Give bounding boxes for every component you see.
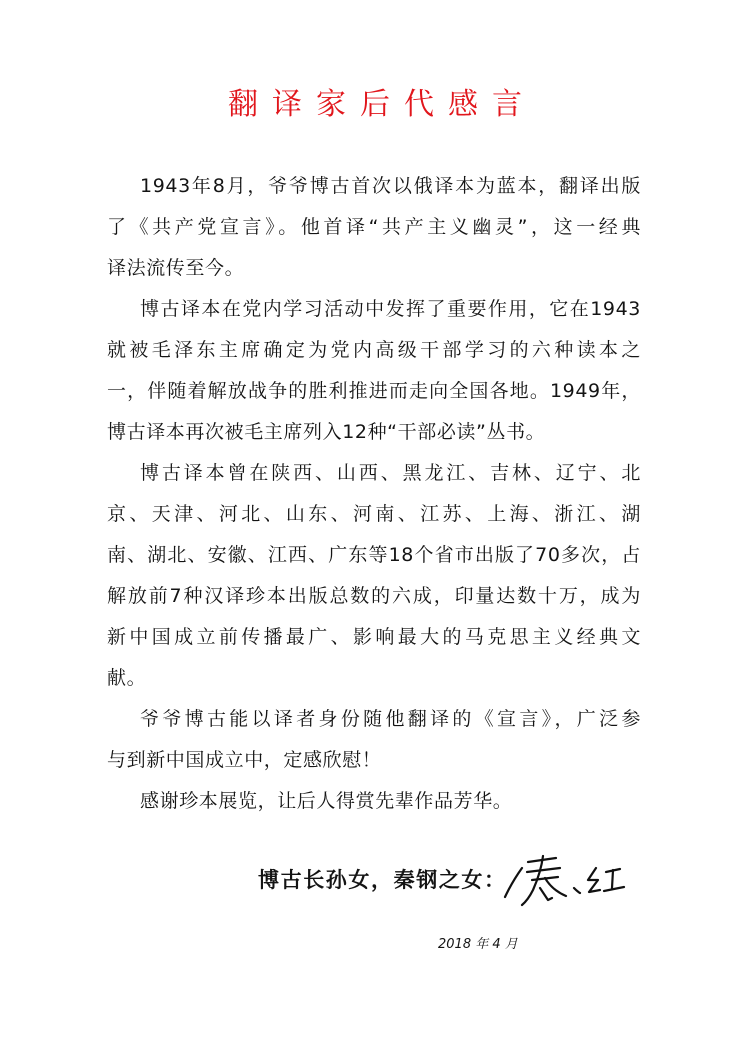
letter-date: 2018 年 4 月: [438, 937, 518, 952]
body-text-line: 博古译本在党内学习活动中发挥了重要作用，它在1943: [140, 298, 641, 320]
body-text-line: 1943年8月，爷爷博古首次以俄译本为蓝本，翻译出版: [140, 175, 641, 197]
body-text-line: 南、湖北、安徽、江西、广东等18个省市出版了70多次，占: [107, 544, 641, 566]
body-text-line: 就被毛泽东主席确定为党内高级干部学习的六种读本之: [107, 339, 641, 361]
body-text-line: 爷爷博古能以译者身份随他翻译的《宣言》，广泛参: [140, 708, 641, 730]
body-text-line: 解放前7种汉译珍本出版总数的六成，印量达数十万，成为: [107, 585, 641, 607]
signature-stroke: [527, 868, 560, 872]
body-text-line: 京、天津、河北、山东、河南、江苏、上海、浙江、湖: [107, 503, 641, 525]
paragraph: [107, 166, 641, 289]
body-text-line: 博古译本曾在陕西、山西、黑龙江、吉林、辽宁、北: [140, 462, 641, 484]
paragraph: [107, 289, 641, 453]
paragraph: [107, 453, 641, 699]
signature-stroke: [540, 888, 552, 900]
body-text-line: 了《共产党宣言》。他首译“共产主义幽灵”，这一经典: [107, 216, 641, 238]
signature-stroke: [505, 868, 522, 897]
handwritten-signature: [500, 848, 635, 910]
signature-stroke: [588, 868, 600, 892]
letter-title: 翻译家后代感言: [228, 87, 536, 122]
signature-stroke: [545, 878, 566, 896]
paragraph: [107, 699, 641, 781]
signature-stroke: [574, 888, 580, 893]
signature-attribution: 博古长孙女，秦钢之女：: [258, 868, 507, 892]
body-text-line: 译法流传至今。: [107, 257, 245, 279]
body-text-line: 感谢珍本展览，让后人得赏先辈作品芳华。: [140, 790, 513, 812]
paragraph: [107, 781, 641, 822]
body-text-line: 与到新中国成立中，定感欣慰！: [107, 749, 382, 771]
letter-body: [107, 166, 641, 822]
body-text-line: 一，伴随着解放战争的胜利推进而走向全国各地。1949年，: [107, 380, 641, 402]
signature-stroke: [604, 887, 624, 891]
body-text-line: 献。: [107, 667, 147, 689]
body-text-line: 博古译本再次被毛主席列入12种“干部必读”丛书。: [107, 421, 546, 443]
signature-stroke: [612, 870, 613, 888]
body-text-line: 新中国成立前传播最广、影响最大的马克思主义经典文: [107, 626, 641, 648]
